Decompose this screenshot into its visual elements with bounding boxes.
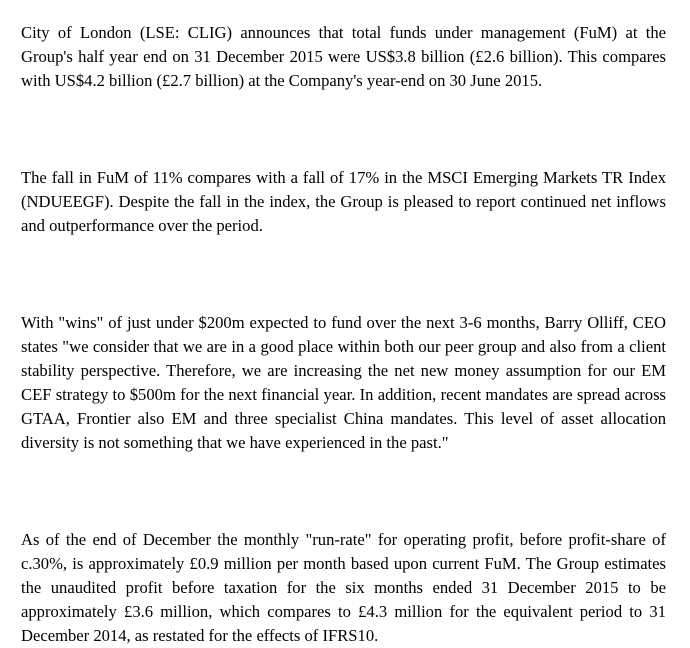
paragraph-run-rate: As of the end of December the monthly "run-rate" for operating profit, before profit-share of c.30%, is approximately £0.9 million per month based upon current FuM. The Group estimates the unaudited profit before taxation for the six months ended 31 December 2015 to be approximately £3.6 million, which compares to £4.3 million for the equivalent period to 31 December 2014, as restated for the effects of IFRS10.: [21, 530, 666, 645]
paragraph-ceo-statement: With "wins" of just under $200m expected to fund over the next 3-6 months, Barry Olliff, CEO states "we consider that we are in a good place within both our peer group and also from a client stability perspective. Therefore, we are increasing the net new money assumption for our EM CEF strategy to $500m for the next financial year. In addition, recent mandates are spread across GTAA, Frontier also EM and three specialist China mandates. This level of asset allocation diversity is not something that we have experienced in the past.": [21, 313, 666, 452]
paragraph-funds-under-management: City of London (LSE: CLIG) announces that total funds under management (FuM) at the Group's half year end on 31 December 2015 were US$3.8 billion (£2.6 billion). This compares with US$4.2 billion (£2.7 billion) at the Company's year-end on 30 June 2015.: [21, 23, 666, 90]
paragraph-fum-fall: The fall in FuM of 11% compares with a fall of 17% in the MSCI Emerging Markets TR Index (NDUEEGF). Despite the fall in the index, the Group is pleased to report continued net inflows and outperformance over the period.: [21, 168, 666, 235]
document-body: [21, 21, 666, 648]
